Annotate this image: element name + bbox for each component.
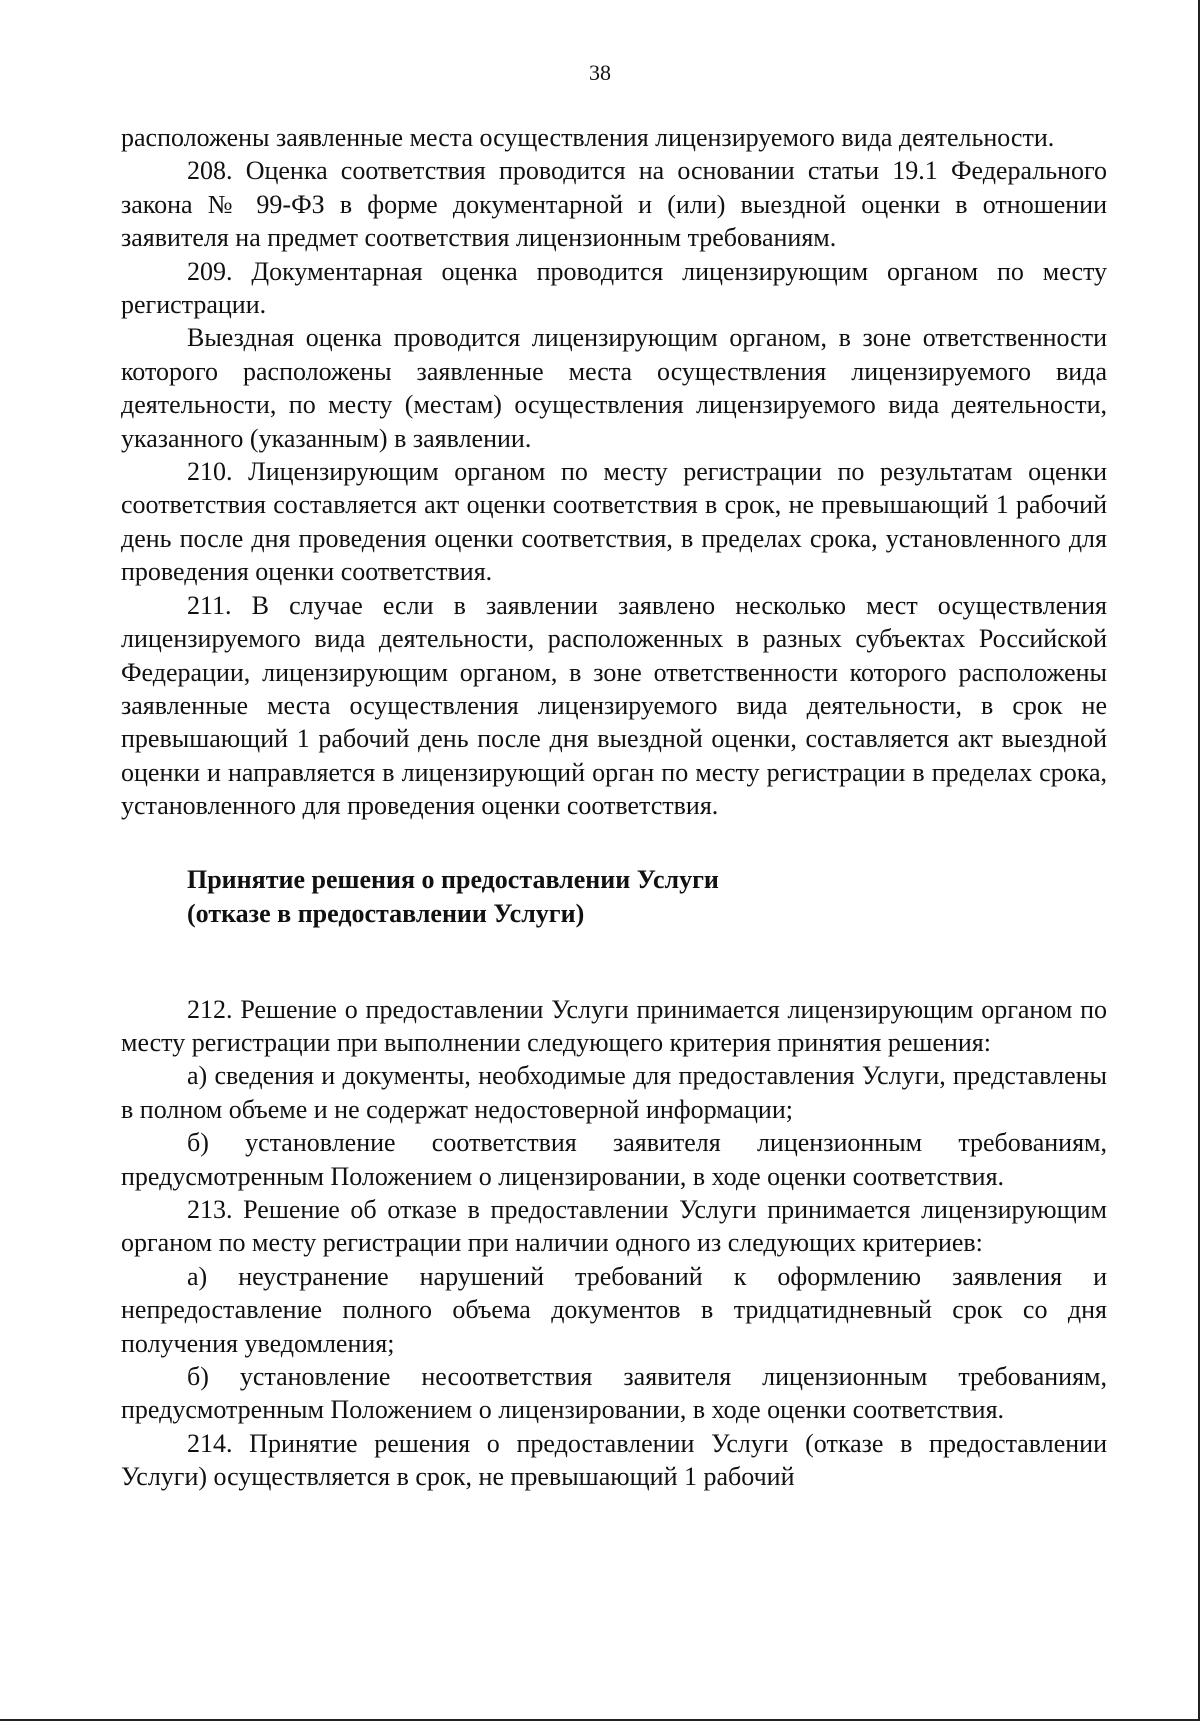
paragraph-field-assessment: Выездная оценка проводится лицензирующим органом, в зоне ответственности которого расположены заявленные места осуществления лицензируемого вида деятельности, по месту (местам) осуществления лицензируемого вида деятельности, указанного (указанным) в заявлении. bbox=[121, 323, 1107, 453]
paragraph-210: 210. Лицензирующим органом по месту регистрации по результатам оценки соответствия составляется акт оценки соответствия в срок, не превышающий 1 рабочий день после дня проведения оценки соответствия, в пределах срока, установленного для проведения оценки соответствия. bbox=[121, 457, 1107, 587]
paragraph-211: 211. В случае если в заявлении заявлено несколько мест осуществления лицензируемого вида деятельности, расположенных в разных субъектах Российской Федерации, лицензирующим органом, в зоне ответственности которого расположены заявленные места осуществления лицензируемого вида деятельности, в срок не превышающий 1 рабочий день после дня выездной оценки, составляется акт выездной оценки и направляется в лицензирующий орган по месту регистрации в пределах срока, установленного для проведения оценки соответствия. bbox=[121, 590, 1107, 821]
paragraph-213-a: а) неустранение нарушений требований к оформлению заявления и непредоставление полного объема документов в тридцатидневный срок со дня получения уведомления; bbox=[121, 1261, 1107, 1358]
section-heading-line-1: Принятие решения о предоставлении Услуги bbox=[187, 864, 719, 894]
paragraph-213-b: б) установление несоответствия заявителя лицензионным требованиям, предусмотренным Положением о лицензировании, в ходе оценки соответствия. bbox=[121, 1362, 1107, 1425]
paragraph-212-a: а) сведения и документы, необходимые для предоставления Услуги, представлены в полном объеме и не содержат недостоверной информации; bbox=[121, 1061, 1107, 1124]
section-heading-line-2: (отказе в предоставлении Услуги) bbox=[187, 898, 585, 928]
paragraph-214: 214. Принятие решения о предоставлении Услуги (отказе в предоставлении Услуги) осуществляется в срок, не превышающий 1 рабочий bbox=[121, 1428, 1107, 1492]
paragraph-213: 213. Решение об отказе в предоставлении Услуги принимается лицензирующим органом по месту регистрации при наличии одного из следующих критериев: bbox=[121, 1194, 1107, 1258]
document-body bbox=[121, 121, 1107, 1494]
section-heading bbox=[121, 863, 1107, 931]
paragraph-continuation: расположены заявленные места осуществления лицензируемого вида деятельности. bbox=[121, 123, 1055, 152]
paragraph-208: 208. Оценка соответствия проводится на основании статьи 19.1 Федерального закона № 99-ФЗ в форме документарной и (или) выездной оценки в отношении заявителя на предмет соответствия лицензионным требованиям. bbox=[121, 156, 1107, 253]
paragraph-209: 209. Документарная оценка проводится лицензирующим органом по месту регистрации. bbox=[121, 256, 1107, 320]
paragraph-212-b: б) установление соответствия заявителя лицензионным требованиям, предусмотренным Положением о лицензировании, в ходе оценки соответствия. bbox=[121, 1128, 1107, 1191]
page-number: 38 bbox=[589, 60, 611, 85]
paragraph-212: 212. Решение о предоставлении Услуги принимается лицензирующим органом по месту регистрации при выполнении следующего критерия принятия решения: bbox=[121, 994, 1107, 1057]
